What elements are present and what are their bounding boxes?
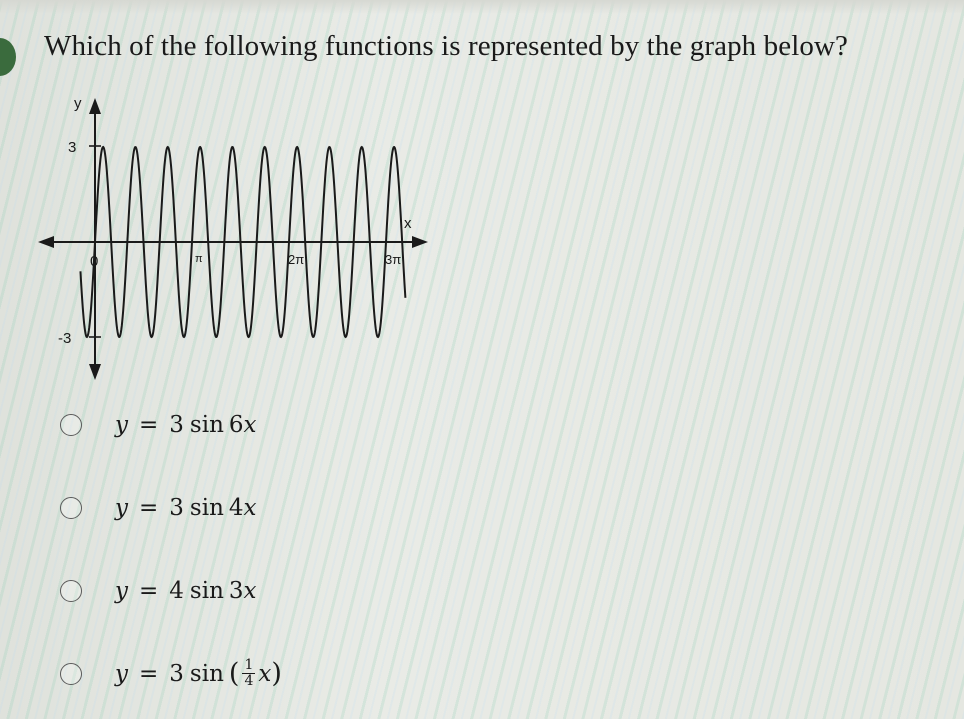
option-2-arg-var: x xyxy=(243,495,257,521)
option-1-equals: = xyxy=(139,412,159,438)
radio-button-option-2[interactable] xyxy=(60,497,82,519)
tick-label-origin: 0 xyxy=(90,253,99,270)
option-4-fraction xyxy=(242,658,255,689)
option-4-arg-var: x xyxy=(258,660,272,687)
top-strip xyxy=(0,0,964,14)
option-4-coef: 3 xyxy=(169,660,184,687)
option-3-arg-num: 3 xyxy=(228,578,244,604)
tick-label-2pi: 2π xyxy=(288,252,305,267)
tick-label-3: 3 xyxy=(68,139,77,156)
option-4-frac-den: 4 xyxy=(244,673,254,689)
option-4-equals: = xyxy=(139,660,159,687)
option-1[interactable] xyxy=(60,410,257,440)
option-4-sin: sin xyxy=(189,660,224,687)
option-2-y: y xyxy=(115,495,128,521)
option-4-y: y xyxy=(115,660,128,687)
y-axis-arrow-bottom xyxy=(89,364,101,380)
option-4-paren-close: ) xyxy=(271,657,282,689)
option-1-formula xyxy=(115,410,257,440)
sine-graph xyxy=(30,82,440,392)
x-axis-label: x xyxy=(404,215,412,232)
option-3-coef: 4 xyxy=(169,578,184,604)
tick-label-pi: π xyxy=(195,253,203,265)
option-4-frac-num: 1 xyxy=(244,657,254,673)
question-text: Which of the following functions is represented by the graph below? xyxy=(44,30,848,62)
option-2-arg-num: 4 xyxy=(228,495,244,521)
question-marker xyxy=(0,38,16,76)
x-axis-arrow-right xyxy=(412,236,428,248)
option-3-equals: = xyxy=(139,578,159,604)
option-1-sin: sin xyxy=(189,412,224,438)
y-axis-arrow-top xyxy=(89,98,101,114)
tick-label-3pi: 3π xyxy=(385,252,402,267)
option-2-sin: sin xyxy=(189,495,224,521)
option-4-formula xyxy=(115,658,282,689)
option-1-arg-num: 6 xyxy=(228,412,244,438)
option-4[interactable] xyxy=(60,658,282,689)
option-4-paren-open: ( xyxy=(228,657,240,689)
x-axis-arrow-left xyxy=(38,236,54,248)
option-3-sin: sin xyxy=(189,578,224,604)
option-1-y: y xyxy=(115,412,128,438)
tick-label-neg3: -3 xyxy=(58,330,72,347)
option-3-arg-var: x xyxy=(243,578,257,604)
option-3[interactable] xyxy=(60,576,257,606)
option-2[interactable] xyxy=(60,493,257,523)
option-1-arg-var: x xyxy=(243,412,257,438)
radio-button-option-3[interactable] xyxy=(60,580,82,602)
option-3-formula xyxy=(115,576,257,606)
option-1-coef: 3 xyxy=(169,412,184,438)
radio-button-option-4[interactable] xyxy=(60,663,82,685)
option-2-formula xyxy=(115,493,257,523)
option-2-coef: 3 xyxy=(169,495,184,521)
option-3-y: y xyxy=(115,578,128,604)
radio-button-option-1[interactable] xyxy=(60,414,82,436)
option-2-equals: = xyxy=(139,495,159,521)
y-axis-label: y xyxy=(74,95,82,112)
